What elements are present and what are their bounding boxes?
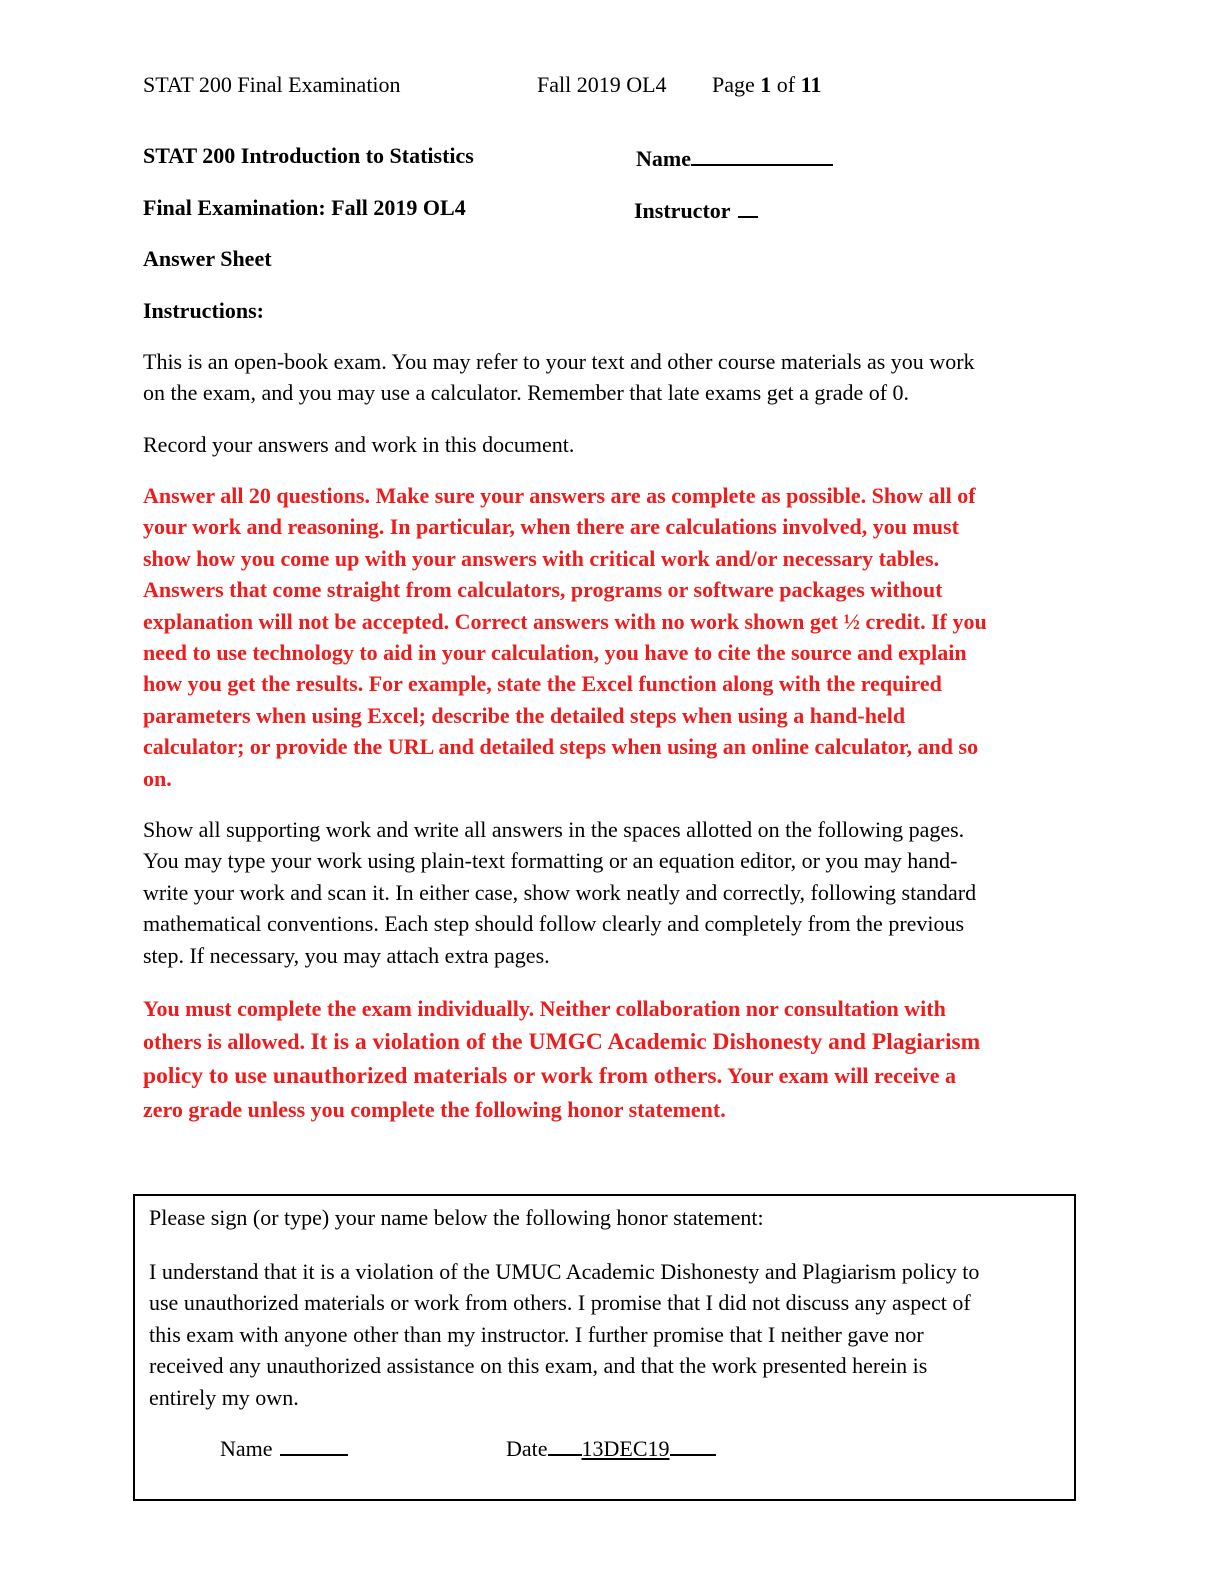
text-line: received any unauthorized assistance on this exam, and that the work presented herein is [149, 1353, 928, 1379]
sheet-label: Answer Sheet [143, 246, 272, 271]
text-line [143, 1025, 1073, 1059]
text-line: show how you come up with your answers with critical work and/or necessary tables. [143, 545, 940, 571]
instructor-field[interactable] [634, 195, 758, 224]
honor-prompt: Please sign (or type) your name below the following honor statement: [149, 1205, 764, 1230]
text-line: I understand that it is a violation of the UMUC Academic Dishonesty and Plagiarism policy to [149, 1259, 980, 1284]
signature-date-value[interactable]: 13DEC19 [581, 1436, 670, 1461]
instructions-paragraph-3 [143, 814, 1073, 971]
text-line: need to use technology to aid in your calculation, you have to cite the source and explain [143, 640, 967, 666]
signature-date-label: Date [506, 1436, 548, 1461]
text-segment: others is allowed. [143, 1029, 311, 1054]
text-line: This is an open-book exam. You may refer to your text and other course materials as you work [143, 349, 975, 374]
text-line: Answers that come straight from calculators, programs or software packages without [143, 577, 943, 603]
header-course: STAT 200 Final Examination [143, 72, 401, 97]
course-title: STAT 200 Introduction to Statistics [143, 143, 474, 168]
instructions-paragraph-1 [143, 346, 1073, 409]
signature-name-blank[interactable] [280, 1433, 348, 1456]
instructions-paragraph-2 [143, 429, 1073, 460]
text-line: Record your answers and work in this document. [143, 432, 575, 457]
text-line: parameters when using Excel; describe the detailed steps when using a hand-held [143, 702, 906, 728]
date-blank-tail [670, 1433, 716, 1456]
instructor-label: Instructor [634, 198, 731, 223]
text-line: write your work and scan it. In either case, show work neatly and correctly, following standard [143, 879, 977, 905]
name-blank[interactable] [691, 143, 833, 166]
instructions-heading: Instructions: [143, 298, 265, 323]
honor-body [149, 1256, 1059, 1413]
text-line: mathematical conventions. Each step should follow clearly and completely from the previous [143, 911, 965, 937]
integrity-paragraph [143, 992, 1073, 1126]
text-line: this exam with anyone other than my instructor. I further promise that I neither gave nor [149, 1321, 924, 1347]
exam-title: Final Examination: Fall 2019 OL4 [143, 195, 466, 220]
requirements-paragraph [143, 480, 1073, 794]
name-label: Name [636, 146, 691, 171]
text-line: step. If necessary, you may attach extra pages. [143, 942, 550, 968]
header-page-indicator [712, 72, 821, 98]
text-line: on the exam, and you may use a calculator. Remember that late exams get a grade of 0. [143, 380, 910, 406]
text-line: explanation will not be accepted. Correct answers with no work shown get ½ credit. If you [143, 608, 987, 634]
text-line: calculator; or provide the URL and detailed steps when using an online calculator, and so [143, 734, 979, 760]
signature-name-label: Name [220, 1436, 273, 1461]
text-line: how you get the results. For example, state the Excel function along with the required [143, 671, 942, 697]
page-number: 1 [760, 72, 772, 97]
page-word: Page [712, 72, 755, 97]
text-line: on. [143, 765, 172, 791]
text-line: Answer all 20 questions. Make sure your answers are as complete as possible. Show all of [143, 483, 976, 508]
page-total: 11 [800, 72, 822, 97]
of-word: of [776, 72, 796, 97]
text-line: zero grade unless you complete the following honor statement. [143, 1097, 726, 1122]
text-line [143, 1059, 1073, 1093]
honor-statement-box [133, 1194, 1076, 1501]
header-term: Fall 2019 OL4 [537, 72, 667, 97]
text-segment: It is a violation of the UMGC Academic Dishonesty and Plagiarism [310, 1029, 981, 1055]
text-line: use unauthorized materials or work from others. I promise that I did not discuss any aspect of [149, 1290, 971, 1316]
text-segment: policy to use unauthorized materials or work from others. [143, 1063, 723, 1089]
signature-date-field[interactable] [506, 1433, 716, 1462]
signature-name-field[interactable] [220, 1433, 348, 1462]
text-line: your work and reasoning. In particular, when there are calculations involved, you must [143, 514, 959, 540]
text-line: You may type your work using plain-text formatting or an equation editor, or you may hand- [143, 848, 958, 874]
text-line: Show all supporting work and write all answers in the spaces allotted on the following pages. [143, 817, 965, 842]
name-field[interactable] [636, 143, 833, 172]
text-line: entirely my own. [149, 1384, 299, 1410]
text-line: You must complete the exam individually. Neither collaboration nor consultation with [143, 996, 946, 1021]
instructor-blank[interactable] [738, 195, 758, 218]
date-blank-lead [548, 1433, 582, 1456]
text-segment: Your exam will receive a [722, 1063, 956, 1088]
